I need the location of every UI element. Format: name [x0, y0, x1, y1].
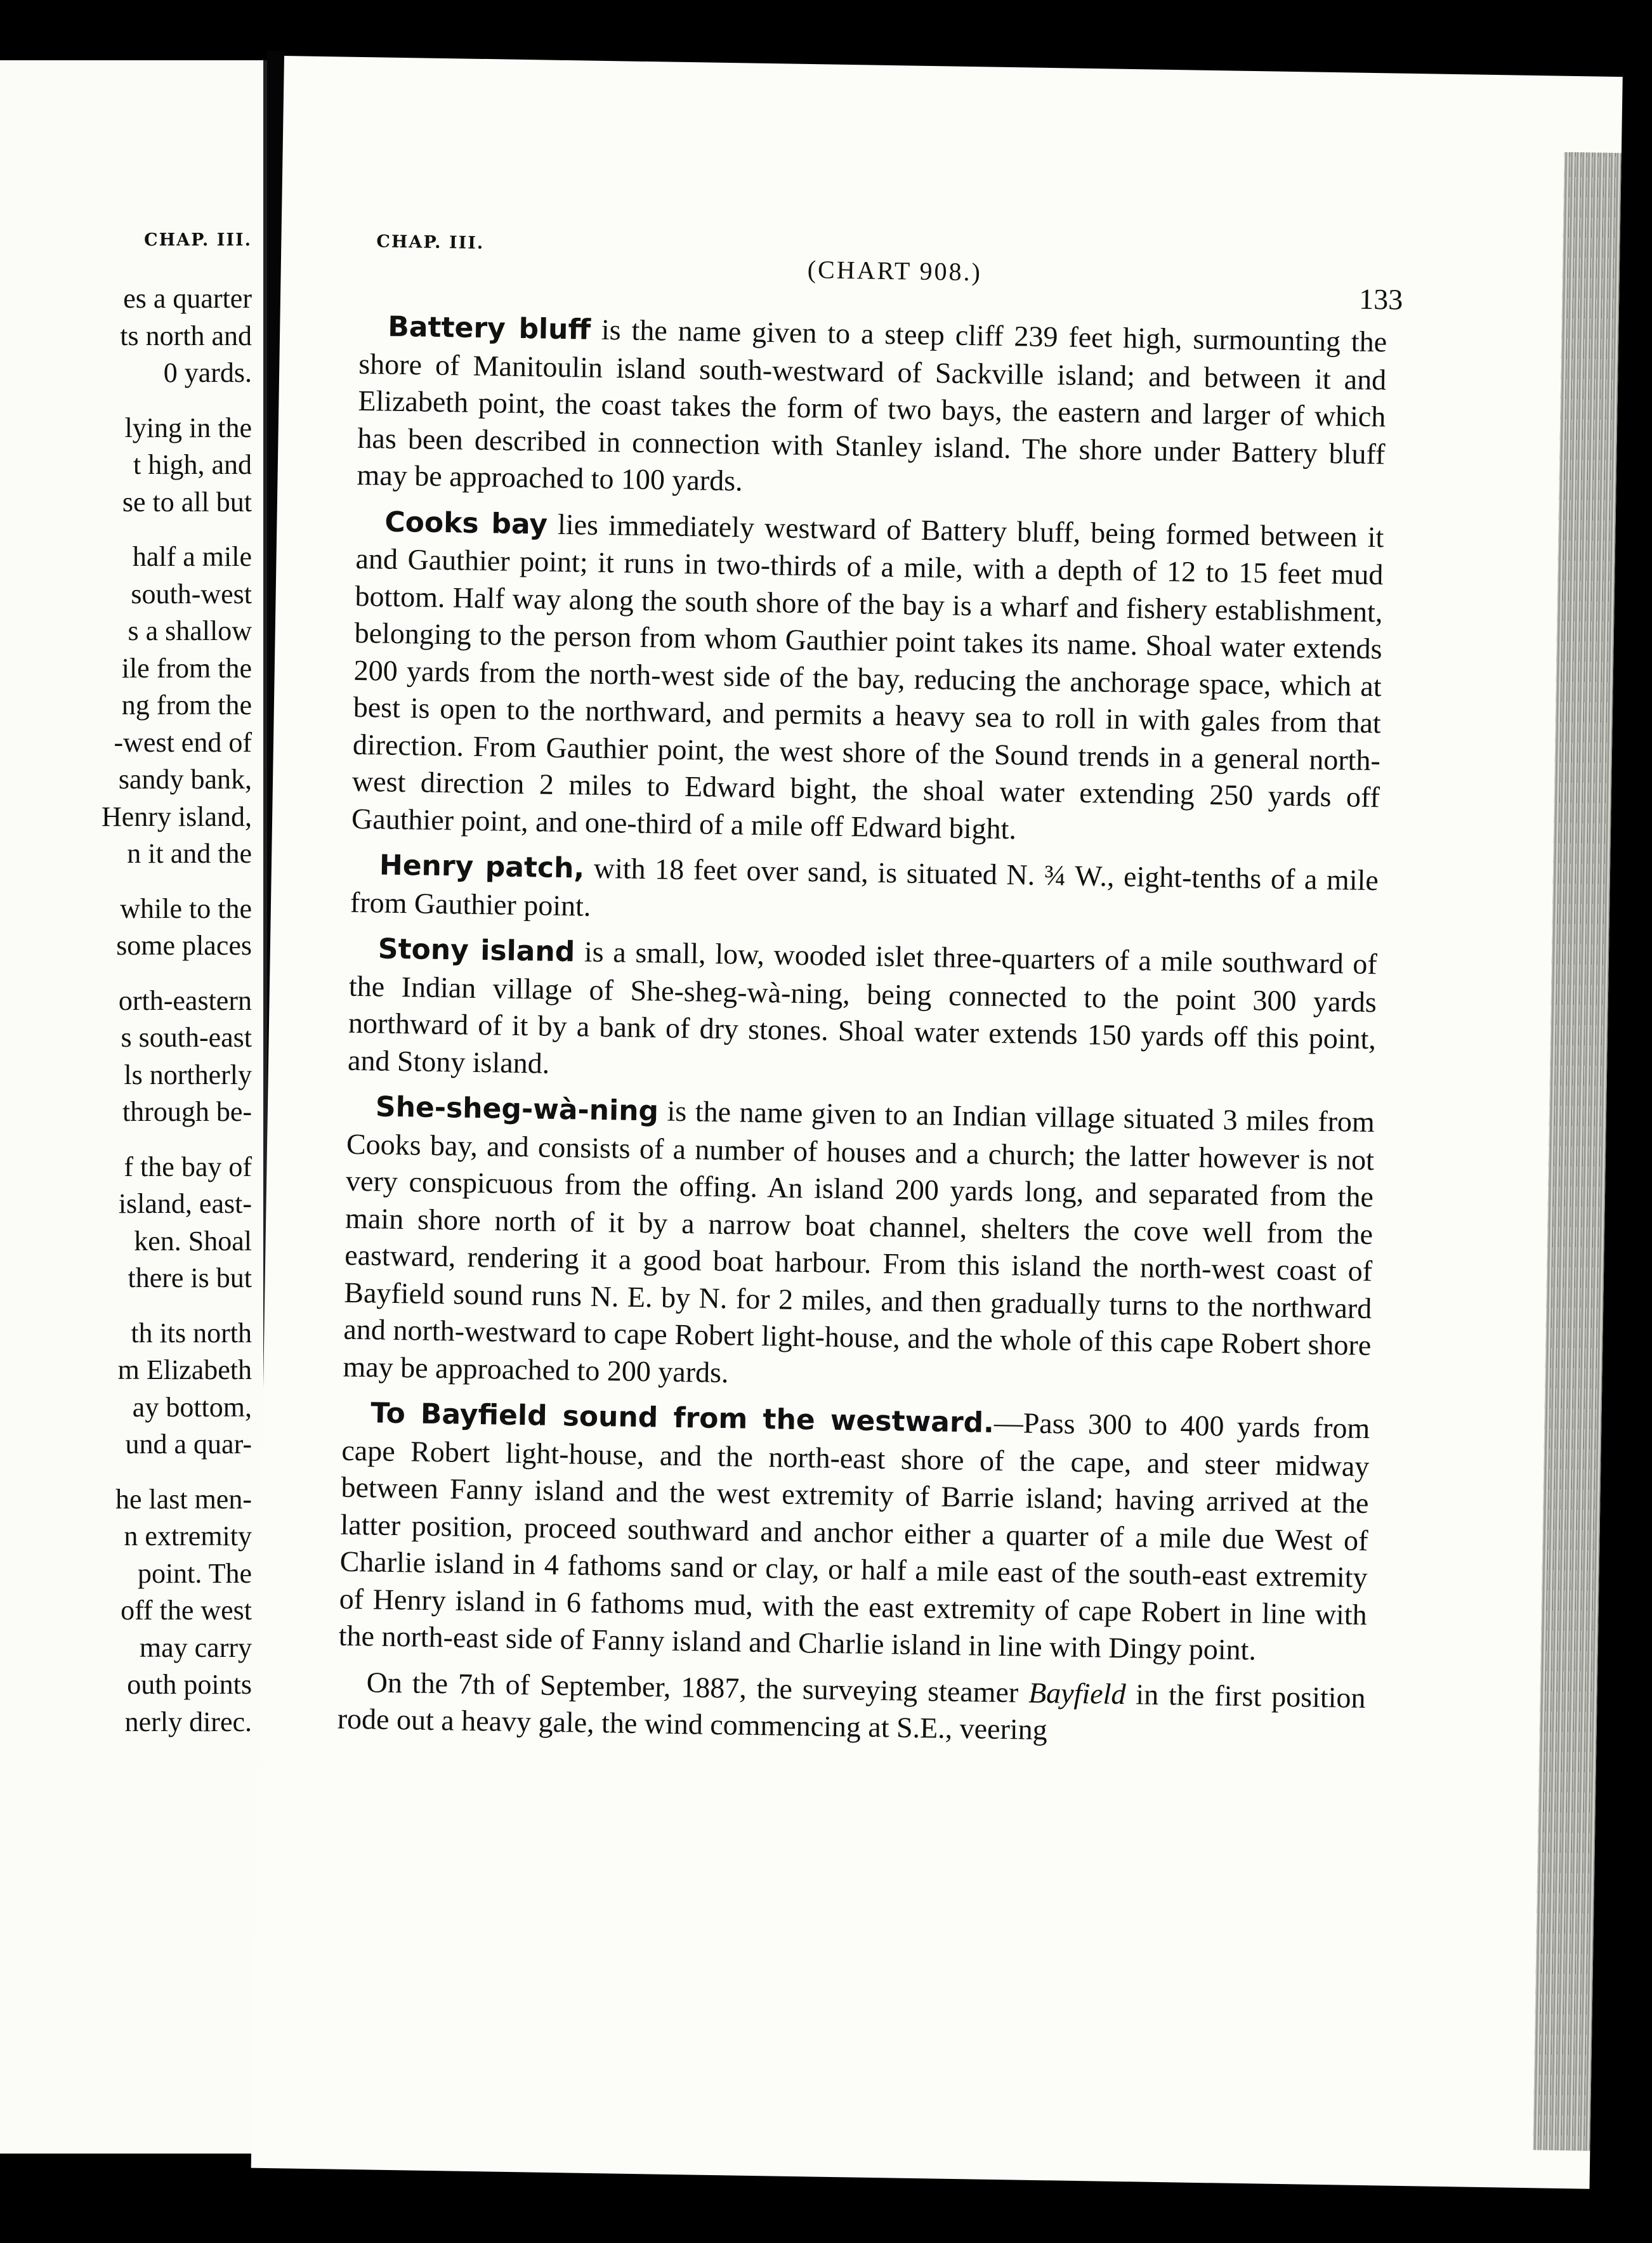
paragraph	[350, 846, 1379, 937]
left-page-line: some places	[116, 930, 252, 961]
body-text	[337, 308, 1387, 1754]
left-page-line: nerly direc.	[124, 1706, 252, 1737]
left-page-line: es a quarter	[123, 283, 252, 314]
left-page-line: f the bay of	[124, 1151, 252, 1182]
left-page-line: ile from the	[121, 652, 252, 684]
paragraph-text: in the first position rode out a heavy gale, the wind commencing at S.E., veering	[337, 1677, 1366, 1746]
left-page-line: may carry	[139, 1632, 252, 1663]
paragraph-text: is the name given to a steep cliff 239 feet high, surmounting the shore of Manitoulin island south-westward of Sackville island; and between it and Elizabeth point, the coast takes the form of two bays, the eastern and larger of which has been described in connection with Stanley island. The shore under Battery bluff may be approached to 100 yards.	[357, 313, 1387, 497]
page-edges	[1533, 152, 1621, 2151]
left-page-line: island, east-	[118, 1188, 252, 1219]
left-page-line: half a mile	[132, 541, 252, 572]
page-number: 133	[1358, 282, 1403, 316]
paragraph-text: On the 7th of September, 1887, the surveying steamer	[366, 1665, 1029, 1709]
left-page-line: th its north	[131, 1317, 252, 1349]
left-page-line: -west end of	[114, 726, 252, 758]
paragraph-text: is the name given to an Indian village situated 3 miles from Cooks bay, and consists of a number of houses and a church; the latter however is not very conspicuous from the offing. An island 200 yards long, and separated from the main shore north of it by a narrow boat channel, shelters the cove well from the eastward, rendering it a good boat harbour. From this island the north-west coast of Bayfield sound runs N. E. by N. for 2 miles, and then gradually turns to the northward and north-westward to cape Robert light-house, and the whole of this cape Robert shore may be approached to 200 yards.	[343, 1094, 1375, 1389]
paragraph-text: is a small, low, wooded islet three-quarters of a mile southward of the Indian village of She-sheg-wà-ning, being connected to the point 300 yards northward of it by a bank of dry stones. Shoal water extends 150 yards off this point, and Stony island.	[347, 935, 1378, 1080]
left-page-header: CHAP. III.	[144, 230, 252, 250]
paragraph	[337, 1663, 1366, 1753]
left-page-line: there is but	[128, 1262, 252, 1293]
left-page-line: ls northerly	[124, 1059, 252, 1090]
left-page-line: off the west	[121, 1595, 252, 1626]
paragraph	[343, 1088, 1375, 1401]
paragraph	[351, 502, 1384, 853]
left-page-line: ken. Shoal	[134, 1225, 252, 1257]
left-page-line: while to the	[120, 893, 252, 924]
chapter-header: CHAP. III.	[376, 232, 485, 253]
paragraph	[348, 930, 1377, 1095]
paragraph-heading: Cooks bay	[384, 506, 548, 541]
paragraph-text: with 18 feet over sand, is situated N. ¾ W., eight-tenths of a mile from Gauthier point.	[350, 851, 1379, 922]
ship-name: Bayfield	[1028, 1676, 1126, 1710]
left-page-line: he last men-	[115, 1483, 252, 1515]
paragraph-text: lies immediately westward of Battery bluff, being formed between it and Gauthier point; it runs in two-thirds of a mile, with a depth of 12 to 15 feet mud bottom. Half way along the south shore of the bay is a wharf and fishery establishment, belonging to the person from whom Gauthier point takes its name. Shoal water extends 200 yards from the north-west side of the bay, reducing the anchorage space, which at best is open to the northward, and permits a heavy sea to roll in with gales from that direction. From Gauthier point, the west shore of the Sound trends in a general north-west direction 2 miles to Edward bight, the shoal water extending 250 yards off Gauthier point, and one-third of a mile off Edward bight.	[351, 507, 1384, 845]
left-page-line: se to all but	[122, 486, 252, 518]
left-page-line: south-west	[131, 578, 252, 610]
left-page-line: n it and the	[127, 838, 252, 869]
left-page-line: point. The	[137, 1557, 252, 1589]
paragraph-heading: Stony island	[377, 932, 575, 969]
paragraph-heading: Battery bluff	[387, 310, 591, 346]
paragraph-text: —Pass 300 to 400 yards from cape Robert light-house, and the north-east shore of the cape, and steer midway between Fanny island and the west extremity of Barrie island; having arrived at the latter position, proceed southward and anchor either a quarter of a mile due West of Charlie island in 4 fathoms sand or clay, or half a mile east of the south-east extremity of Henry island in 6 fathoms mud, with the east extremity of cape Robert in line with the north-east side of Fanny island and Charlie island in line with Dingy point.	[338, 1406, 1370, 1666]
left-page-line: ay bottom,	[132, 1391, 252, 1423]
left-page-line: 0 yards.	[163, 357, 252, 388]
chart-reference: (CHART 908.)	[807, 254, 983, 287]
left-page-line: s a shallow	[128, 615, 252, 646]
left-page-line: through be-	[122, 1096, 252, 1127]
left-page-line: lying in the	[124, 412, 252, 443]
paragraph-heading: She-sheg-wà-ning	[375, 1090, 659, 1128]
left-page-line: Henry island,	[101, 801, 252, 832]
left-page-line: n extremity	[124, 1520, 252, 1552]
left-page-line: orth-eastern	[118, 984, 252, 1016]
left-page-line: ts north and	[120, 320, 252, 351]
left-page-line: s south-east	[121, 1022, 252, 1053]
left-page-line: outh points	[127, 1669, 252, 1700]
left-page-line: m Elizabeth	[117, 1354, 252, 1385]
left-page-line: t high, and	[133, 449, 252, 480]
paragraph	[357, 308, 1387, 510]
paragraph-heading: To Bayfield sound from the westward.	[370, 1397, 995, 1439]
left-page-line: und a quar-	[125, 1429, 252, 1460]
paragraph-heading: Henry patch,	[379, 849, 585, 885]
left-page-line: sandy bank,	[118, 764, 252, 795]
paragraph	[338, 1394, 1370, 1671]
right-page	[251, 56, 1623, 2189]
left-page-line: ng from the	[121, 690, 252, 721]
left-facing-page	[0, 60, 267, 2154]
